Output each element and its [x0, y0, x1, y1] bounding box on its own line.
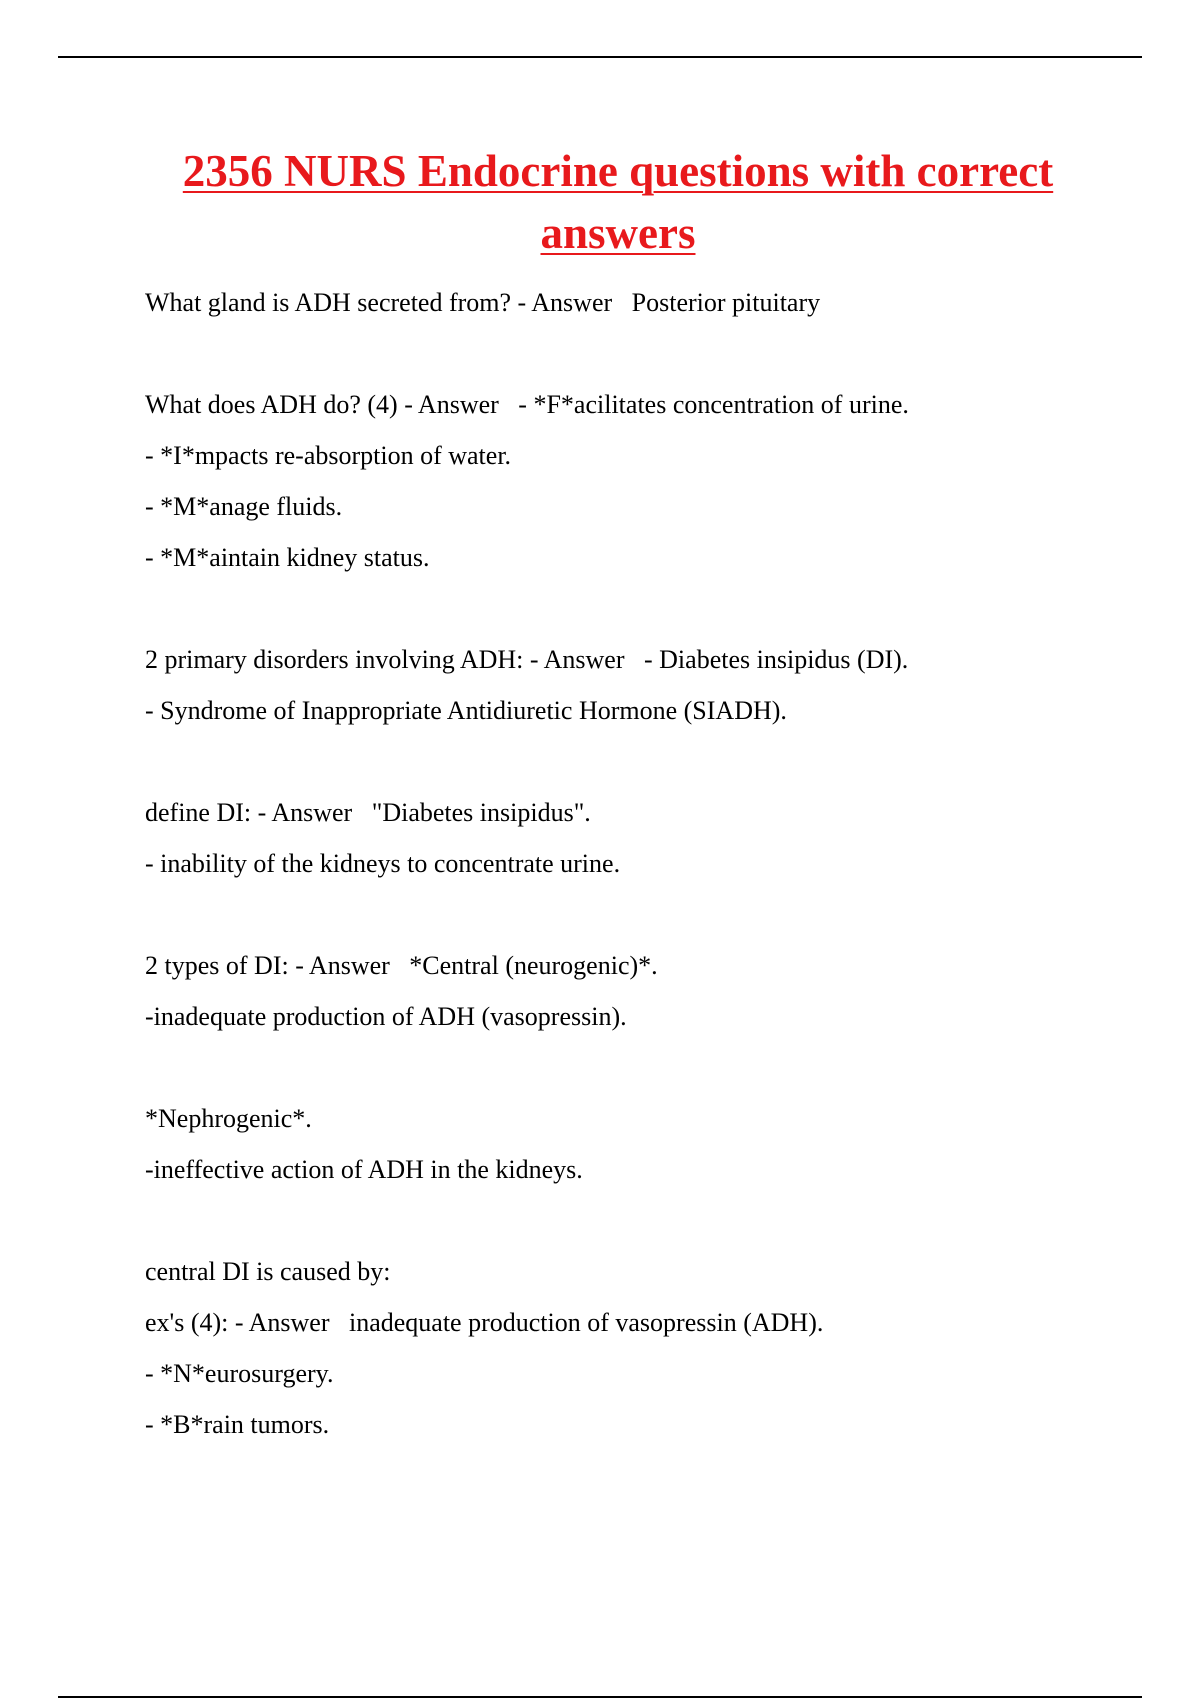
- block-spacer: [145, 736, 1145, 787]
- qa-line: What does ADH do? (4) - Answer - *F*acilitates concentration of urine.: [145, 390, 909, 419]
- block-spacer: [145, 583, 1145, 634]
- qa-line: 2 primary disorders involving ADH: - Answer - Diabetes insipidus (DI).: [145, 645, 909, 674]
- block-spacer: [145, 328, 1145, 379]
- qa-line: ex's (4): - Answer inadequate production of vasopressin (ADH).: [145, 1308, 824, 1337]
- qa-block: [145, 277, 1145, 328]
- qa-block: [145, 940, 1145, 1042]
- qa-line: define DI: - Answer "Diabetes insipidus".: [145, 798, 591, 827]
- qa-line: - *I*mpacts re-absorption of water.: [145, 441, 512, 470]
- block-spacer: [145, 1195, 1145, 1246]
- qa-line: -ineffective action of ADH in the kidneys.: [145, 1155, 583, 1184]
- block-spacer: [145, 889, 1145, 940]
- qa-line: - *M*aintain kidney status.: [145, 543, 430, 572]
- qa-line: - *M*anage fluids.: [145, 492, 343, 521]
- page-title: 2356 NURS Endocrine questions with correct answers: [182, 146, 1054, 258]
- qa-line: central DI is caused by:: [145, 1257, 391, 1286]
- qa-block: [145, 379, 1145, 583]
- top-rule: [58, 56, 1142, 58]
- qa-block: [145, 787, 1145, 889]
- qa-line: - *B*rain tumors.: [145, 1410, 330, 1439]
- qa-line: - Syndrome of Inappropriate Antidiuretic Hormone (SIADH).: [145, 696, 787, 725]
- qa-line: What gland is ADH secreted from? - Answer Posterior pituitary: [145, 288, 821, 317]
- qa-line: - *N*eurosurgery.: [145, 1359, 334, 1388]
- qa-block: [145, 1093, 1145, 1195]
- qa-line: -inadequate production of ADH (vasopressin).: [145, 1002, 627, 1031]
- qa-line: - inability of the kidneys to concentrate urine.: [145, 849, 621, 878]
- qa-line: 2 types of DI: - Answer *Central (neurogenic)*.: [145, 951, 658, 980]
- qa-content: [145, 277, 1145, 1450]
- qa-line: *Nephrogenic*.: [145, 1104, 312, 1133]
- qa-block: [145, 1246, 1145, 1450]
- bottom-rule: [58, 1696, 1142, 1698]
- block-spacer: [145, 1042, 1145, 1093]
- qa-block: [145, 634, 1145, 736]
